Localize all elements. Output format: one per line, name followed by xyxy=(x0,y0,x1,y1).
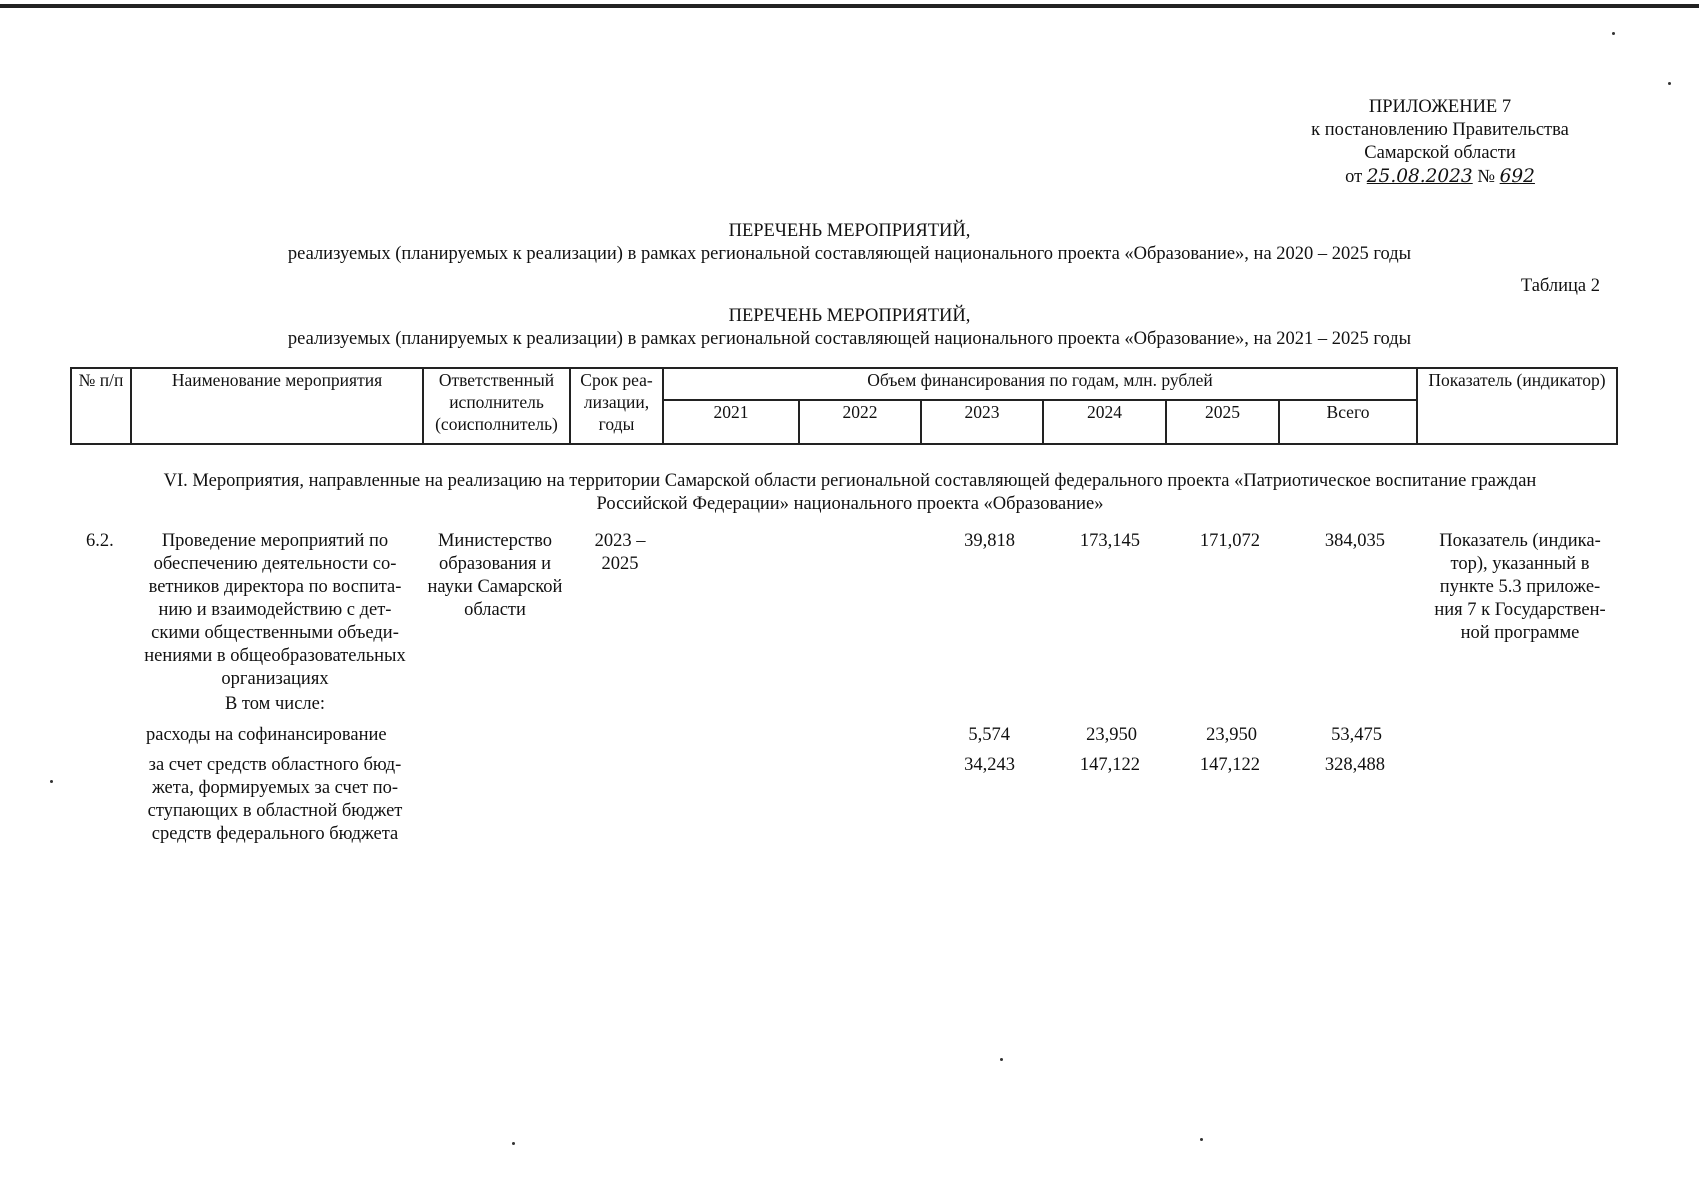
row-term xyxy=(580,530,660,576)
scan-speck xyxy=(1200,1138,1203,1141)
th-year-2023: 2023 xyxy=(921,400,1043,444)
row-term-line: 2023 – xyxy=(594,531,646,551)
annex-header xyxy=(1200,96,1680,189)
row-term-line: 2025 xyxy=(601,554,639,574)
row-indicator-line: тор), указанный в xyxy=(1450,554,1590,574)
scan-speck xyxy=(1000,1058,1003,1061)
scan-speck xyxy=(1612,32,1615,35)
row-executor-line: области xyxy=(464,600,526,620)
heading1-title: ПЕРЕЧЕНЬ МЕРОПРИЯТИЙ, xyxy=(728,221,971,241)
row-number: 6.2. xyxy=(86,531,114,551)
table-label: Таблица 2 xyxy=(1520,276,1600,296)
scan-speck xyxy=(512,1142,515,1145)
th-funding: Объем финансирования по годам, млн. рублей xyxy=(663,368,1417,400)
th-executor: Ответственный исполнитель (соисполнитель) xyxy=(423,368,570,444)
sub1-value-2024: 23,950 xyxy=(1086,725,1137,745)
row-executor-line: науки Самарской xyxy=(427,577,563,597)
scan-speck xyxy=(1668,82,1671,85)
row-value-2024: 173,145 xyxy=(1079,531,1140,551)
row-name-line: ветников директора по воспита- xyxy=(148,577,402,597)
row-including: В том числе: xyxy=(224,694,326,714)
th-name: Наименование мероприятия xyxy=(131,368,423,444)
table-header xyxy=(70,367,1618,445)
sub1-label: расходы на софинансирование xyxy=(146,725,387,745)
annex-number: 692 xyxy=(1499,166,1535,187)
annex-date-line xyxy=(1200,165,1680,189)
row-value-total: 384,035 xyxy=(1324,531,1385,551)
row-name-line: нию и взаимодействию с дет- xyxy=(158,600,392,620)
heading2-title: ПЕРЕЧЕНЬ МЕРОПРИЯТИЙ, xyxy=(728,306,971,326)
sub2-label-line: за счет средств областного бюд- xyxy=(148,755,402,775)
sub2-value-2023: 34,243 xyxy=(964,755,1015,775)
th-year-2025: 2025 xyxy=(1166,400,1279,444)
scan-top-border xyxy=(0,4,1699,8)
th-year-2021: 2021 xyxy=(663,400,799,444)
sub1-value-2025: 23,950 xyxy=(1206,725,1257,745)
row-name-line: нениями в общеобразовательных xyxy=(144,646,406,666)
sub2-label xyxy=(130,754,420,846)
sub1-value-total: 53,475 xyxy=(1331,725,1382,745)
row-indicator-line: ной программе xyxy=(1460,623,1580,643)
row-executor-line: Министерство xyxy=(437,531,553,551)
sub2-label-line: жета, формируемых за счет по- xyxy=(151,778,399,798)
sub1-value-2023: 5,574 xyxy=(968,725,1010,745)
th-year-2024: 2024 xyxy=(1043,400,1166,444)
scan-speck xyxy=(50,780,53,783)
section-heading-line2: Российской Федерации» национального проекта «Образование» xyxy=(596,494,1104,514)
heading1-subtitle: реализуемых (планируемых к реализации) в рамках региональной составляющей национального проекта «Образование», на 2020 – 2025 годы xyxy=(287,244,1412,264)
th-term: Срок реа- лизации, годы xyxy=(570,368,663,444)
heading2-subtitle: реализуемых (планируемых к реализации) в рамках региональной составляющей национального проекта «Образование», на 2021 – 2025 годы xyxy=(287,329,1412,349)
row-name-line: скими общественными объеди- xyxy=(151,623,399,643)
row-name-line: обеспечению деятельности со- xyxy=(153,554,397,574)
row-executor-line: образования и xyxy=(438,554,552,574)
row-executor xyxy=(420,530,570,622)
row-name-line: организациях xyxy=(221,669,329,689)
th-indicator: Показатель (индикатор) xyxy=(1417,368,1617,444)
row-indicator-line: Показатель (индика- xyxy=(1439,531,1601,551)
annex-from-label: от xyxy=(1345,167,1363,187)
sub2-value-2024: 147,122 xyxy=(1079,755,1140,775)
annex-title: ПРИЛОЖЕНИЕ 7 xyxy=(1368,97,1512,117)
row-indicator-line: ния 7 к Государствен- xyxy=(1434,600,1606,620)
row-value-2025: 171,072 xyxy=(1199,531,1260,551)
sub2-value-2025: 147,122 xyxy=(1199,755,1260,775)
row-name-line: Проведение мероприятий по xyxy=(161,531,389,551)
annex-line3: Самарской области xyxy=(1364,143,1516,163)
row-indicator xyxy=(1410,530,1630,645)
annex-line2: к постановлению Правительства xyxy=(1311,120,1569,140)
sub2-value-total: 328,488 xyxy=(1324,755,1385,775)
th-year-2022: 2022 xyxy=(799,400,921,444)
th-no: № п/п xyxy=(71,368,131,444)
annex-no-label: № xyxy=(1477,167,1495,187)
sub2-label-line: ступающих в областной бюджет xyxy=(147,801,403,821)
sub2-label-line: средств федерального бюджета xyxy=(151,824,399,844)
annex-date: 25.08.2023 xyxy=(1366,166,1473,187)
row-value-2023: 39,818 xyxy=(964,531,1015,551)
row-name xyxy=(130,530,420,716)
row-indicator-line: пункте 5.3 приложе- xyxy=(1439,577,1601,597)
section-heading-line1: VI. Мероприятия, направленные на реализацию на территории Самарской области региональной составляющей федерального проекта «Патриотическое воспитание граждан xyxy=(163,471,1537,491)
th-total: Всего xyxy=(1279,400,1417,444)
